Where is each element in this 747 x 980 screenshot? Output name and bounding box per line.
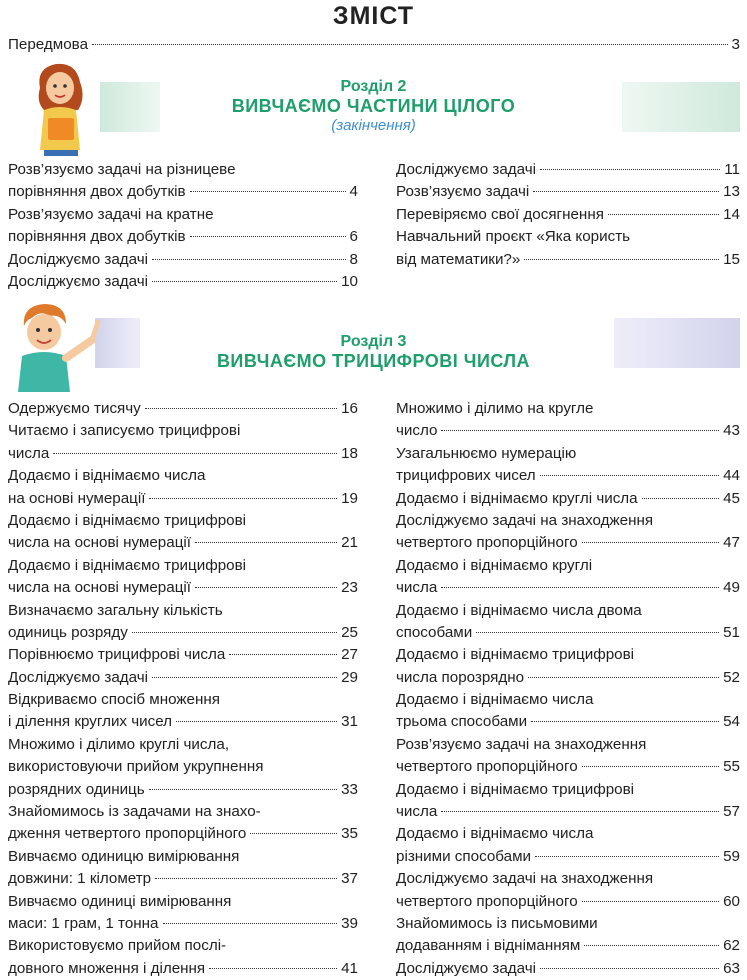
- toc-entry-text: числа порозрядно: [396, 668, 525, 686]
- toc-entry[interactable]: [8, 159, 358, 204]
- toc-page-number: 55: [723, 758, 740, 776]
- toc-page-number: 27: [341, 646, 358, 664]
- toc-page-number: 6: [349, 228, 358, 246]
- dot-leader: [582, 766, 719, 767]
- dot-leader: [531, 721, 719, 722]
- toc-entry[interactable]: [396, 823, 740, 868]
- toc-entry-text: Досліджуємо задачі: [8, 272, 149, 290]
- toc-entry[interactable]: [8, 271, 358, 293]
- toc-preface: [8, 34, 740, 56]
- toc-entry-text: числа на основі нумерації: [8, 579, 191, 597]
- section2-right-column: [396, 159, 740, 271]
- toc-entry[interactable]: [396, 226, 740, 271]
- dot-leader: [152, 281, 337, 282]
- dot-leader: [582, 542, 719, 543]
- toc-entry-text: Перевіряємо свої досягнення: [396, 205, 604, 223]
- toc-page-number: 43: [723, 422, 740, 440]
- toc-entry-text: числа: [8, 444, 50, 462]
- toc-entry[interactable]: [8, 34, 740, 56]
- toc-entry-text: Додаємо і віднімаємо трицифрові: [8, 556, 247, 574]
- toc-entry[interactable]: [396, 644, 740, 689]
- toc-entry-text: числа: [396, 803, 438, 821]
- toc-page-number: 14: [723, 205, 740, 223]
- toc-entry[interactable]: [396, 488, 740, 510]
- toc-page-number: 11: [724, 161, 740, 178]
- toc-entry[interactable]: [8, 801, 358, 846]
- toc-page-number: 49: [723, 579, 740, 597]
- toc-page-number: 52: [723, 668, 740, 686]
- toc-entry[interactable]: [396, 958, 740, 980]
- toc-entry[interactable]: [396, 159, 740, 181]
- toc-entry[interactable]: [396, 779, 740, 824]
- toc-page-number: 31: [341, 713, 358, 731]
- dot-leader: [152, 677, 337, 678]
- toc-entry-text: Множимо і ділимо круглі числа,: [8, 735, 230, 753]
- toc-entry-text: Вивчаємо одиниці вимірювання: [8, 892, 232, 910]
- toc-entry-text: від математики?»: [396, 250, 521, 268]
- toc-entry[interactable]: [8, 689, 358, 734]
- toc-entry-text: Одержуємо тисячу: [8, 400, 141, 417]
- toc-page-number: 37: [341, 870, 358, 888]
- dot-leader: [132, 632, 337, 633]
- toc-entry-text: на основі нумерації: [8, 489, 146, 507]
- toc-entry[interactable]: [396, 181, 740, 203]
- toc-page-number: 18: [341, 444, 358, 462]
- dot-leader: [533, 191, 719, 192]
- dot-leader: [540, 968, 719, 969]
- toc-page-number: 15: [723, 250, 740, 268]
- dot-leader: [535, 856, 719, 857]
- toc-entry[interactable]: [8, 204, 358, 249]
- toc-entry-text: довжини: 1 кілометр: [8, 870, 152, 888]
- toc-page-number: 23: [341, 579, 358, 597]
- toc-entry-text: трьома способами: [396, 713, 528, 731]
- toc-entry-text: Додаємо і віднімаємо круглі: [396, 556, 593, 574]
- toc-entry-text: четвертого пропорційного: [396, 758, 578, 776]
- toc-page-number: 51: [723, 623, 740, 641]
- toc-entry-text: Розв’язуємо задачі на знаходження: [396, 735, 647, 753]
- toc-entry-text: числа: [396, 579, 438, 597]
- toc-page-number: 44: [723, 467, 740, 485]
- section2-heading: [0, 78, 747, 134]
- dot-leader: [190, 236, 346, 237]
- toc-entry[interactable]: [396, 868, 740, 913]
- toc-entry-text: Узагальнюємо нумерацію: [396, 444, 577, 462]
- toc-entry-text: Вивчаємо одиницю вимірювання: [8, 847, 240, 865]
- toc-entry-text: числа на основі нумерації: [8, 534, 191, 552]
- toc-entry-text: порівняння двох добутків: [8, 228, 186, 246]
- toc-entry-text: число: [396, 422, 438, 440]
- toc-page-number: 41: [341, 959, 358, 977]
- toc-entry[interactable]: [8, 734, 358, 801]
- dot-leader: [642, 498, 719, 499]
- toc-entry-text: Знайомимось із задачами на знахо-: [8, 803, 261, 821]
- toc-entry[interactable]: [8, 891, 358, 936]
- toc-entry-text: Розв’язуємо задачі на кратне: [8, 205, 214, 223]
- toc-page-number: 16: [341, 400, 358, 417]
- dot-leader: [190, 191, 346, 192]
- toc-entry-text: Розв’язуємо задачі: [396, 183, 530, 201]
- toc-page-number: 29: [341, 668, 358, 686]
- toc-page-number: 54: [723, 713, 740, 731]
- toc-entry-text: маси: 1 грам, 1 тонна: [8, 914, 159, 932]
- toc-page-number: 13: [723, 183, 740, 201]
- dot-leader: [540, 475, 719, 476]
- toc-entry[interactable]: [8, 420, 358, 465]
- dot-leader: [540, 169, 720, 170]
- toc-page-number: 57: [723, 803, 740, 821]
- toc-entry-text: Додаємо і віднімаємо круглі числа: [396, 489, 638, 507]
- toc-entry[interactable]: [396, 689, 740, 734]
- toc-page-number: 33: [341, 780, 358, 798]
- section2-title: ВИВЧАЄМО ЧАСТИНИ ЦІЛОГО: [231, 96, 516, 116]
- section2-number: Розділ 2: [340, 78, 407, 95]
- toc-page-number: 35: [341, 825, 358, 843]
- toc-entry[interactable]: [396, 204, 740, 226]
- page-title: ЗМІСТ: [332, 2, 415, 30]
- toc-entry-text: довного множення і ділення: [8, 959, 206, 977]
- toc-entry-text: Додаємо і віднімаємо числа двома: [396, 601, 642, 619]
- toc-entry[interactable]: [8, 935, 358, 980]
- dot-leader: [528, 677, 719, 678]
- dot-leader: [608, 214, 719, 215]
- toc-entry-text: додаванням і відніманням: [396, 937, 581, 955]
- toc-entry-text: Додаємо і віднімаємо трицифрові: [8, 511, 247, 529]
- toc-entry-text: Визначаємо загальну кількість: [8, 601, 223, 619]
- toc-entry[interactable]: [396, 443, 740, 488]
- toc-entry-text: Досліджуємо задачі на знаходження: [396, 870, 654, 888]
- toc-page-number: 4: [349, 183, 358, 201]
- toc-page-number: 63: [723, 959, 740, 977]
- toc-entry-text: використовуючи прийом укрупнення: [8, 758, 264, 776]
- dot-leader: [582, 901, 719, 902]
- toc-entry-text: Знайомимось із письмовими: [396, 914, 598, 932]
- section3-title: ВИВЧАЄМО ТРИЦИФРОВІ ЧИСЛА: [216, 351, 531, 371]
- toc-entry-text: Додаємо і віднімаємо числа: [396, 825, 594, 843]
- toc-entry-text: Навчальний проєкт «Яка користь: [396, 228, 631, 246]
- dot-leader: [209, 968, 337, 969]
- toc-entry[interactable]: [8, 555, 358, 600]
- dot-leader: [476, 632, 719, 633]
- toc-entry-text: розрядних одиниць: [8, 780, 145, 798]
- toc-entry-text: Досліджуємо задачі: [8, 668, 149, 686]
- toc-entry[interactable]: [396, 555, 740, 600]
- dot-leader: [163, 923, 338, 924]
- toc-entry[interactable]: [8, 600, 358, 645]
- toc-page-number: 47: [723, 534, 740, 552]
- dot-leader: [155, 878, 337, 879]
- section3-right-column: [396, 398, 740, 980]
- toc-entry-text: Порівнюємо трицифрові числа: [8, 646, 226, 664]
- toc-entry[interactable]: [396, 600, 740, 645]
- toc-page-number: 25: [341, 623, 358, 641]
- dot-leader: [53, 453, 337, 454]
- toc-entry-text: Досліджуємо задачі: [396, 959, 537, 977]
- toc-entry[interactable]: [396, 398, 740, 443]
- toc-entry-text: Досліджуємо задачі на знаходження: [396, 511, 654, 529]
- toc-entry-text: Читаємо і записуємо трицифрові: [8, 422, 241, 440]
- toc-entry-text: Додаємо і віднімаємо трицифрові: [396, 780, 635, 798]
- toc-page-number: 3: [731, 36, 740, 53]
- toc-entry-text: Множимо і ділимо на круглe: [396, 400, 594, 417]
- dot-leader: [441, 430, 719, 431]
- toc-entry-text: порівняння двох добутків: [8, 183, 186, 201]
- toc-page-number: 39: [341, 914, 358, 932]
- toc-page-number: 8: [349, 250, 358, 268]
- dot-leader: [149, 498, 337, 499]
- dot-leader: [250, 833, 337, 834]
- toc-entry-text: Досліджуємо задачі: [8, 250, 149, 268]
- toc-entry-text: Використовуємо прийом послі-: [8, 937, 227, 955]
- toc-entry-text: четвертого пропорційного: [396, 892, 578, 910]
- dot-leader: [195, 587, 337, 588]
- toc-page-number: 19: [341, 489, 358, 507]
- dot-leader: [584, 945, 719, 946]
- toc-entry-text: Відкриваємо спосіб множення: [8, 691, 221, 709]
- toc-page-number: 60: [723, 892, 740, 910]
- toc-entry-text: дження четвертого пропорційного: [8, 825, 247, 843]
- toc-entry[interactable]: [396, 510, 740, 555]
- toc-entry[interactable]: [8, 667, 358, 689]
- toc-entry-text: Досліджуємо задачі: [396, 161, 537, 178]
- toc-entry[interactable]: [396, 734, 740, 779]
- section2-subtitle: (закінчення): [331, 117, 416, 134]
- toc-page-number: 45: [723, 489, 740, 507]
- section3-heading: [0, 333, 747, 372]
- dot-leader: [195, 542, 337, 543]
- toc-entry-text: Додаємо і віднімаємо числа: [396, 691, 594, 709]
- toc-entry-text: трицифрових чисел: [396, 467, 536, 485]
- toc-entry[interactable]: [8, 846, 358, 891]
- section2-left-column: [8, 159, 358, 293]
- toc-entry-text: Додаємо і віднімаємо числа: [8, 467, 206, 485]
- toc-entry[interactable]: [8, 465, 358, 510]
- toc-entry-text: і ділення круглих чисел: [8, 713, 173, 731]
- toc-entry[interactable]: [8, 510, 358, 555]
- dot-leader: [149, 789, 337, 790]
- toc-entry-text: Розв’язуємо задачі на різницеве: [8, 161, 236, 178]
- toc-entry[interactable]: [8, 644, 358, 666]
- toc-entry-text: Передмова: [8, 36, 89, 53]
- toc-page-number: 10: [341, 272, 358, 290]
- toc-entry[interactable]: [8, 398, 358, 420]
- section3-number: Розділ 3: [340, 333, 407, 350]
- dot-leader: [152, 259, 346, 260]
- toc-page-number: 59: [723, 847, 740, 865]
- toc-entry-text: одиниць розряду: [8, 623, 128, 641]
- dot-leader: [145, 408, 337, 409]
- dot-leader: [92, 44, 728, 45]
- section3-left-column: [8, 398, 358, 980]
- dot-leader: [441, 587, 719, 588]
- toc-page-number: 62: [723, 937, 740, 955]
- toc-entry[interactable]: [396, 913, 740, 958]
- toc-entry-text: різними способами: [396, 847, 531, 865]
- toc-entry-text: Додаємо і віднімаємо трицифрові: [396, 646, 635, 664]
- toc-entry[interactable]: [8, 249, 358, 271]
- dot-leader: [524, 259, 719, 260]
- toc-page-number: 21: [341, 534, 358, 552]
- toc-entry-text: способами: [396, 623, 473, 641]
- toc-entry-text: четвертого пропорційного: [396, 534, 578, 552]
- dot-leader: [176, 721, 337, 722]
- dot-leader: [441, 811, 719, 812]
- dot-leader: [229, 654, 337, 655]
